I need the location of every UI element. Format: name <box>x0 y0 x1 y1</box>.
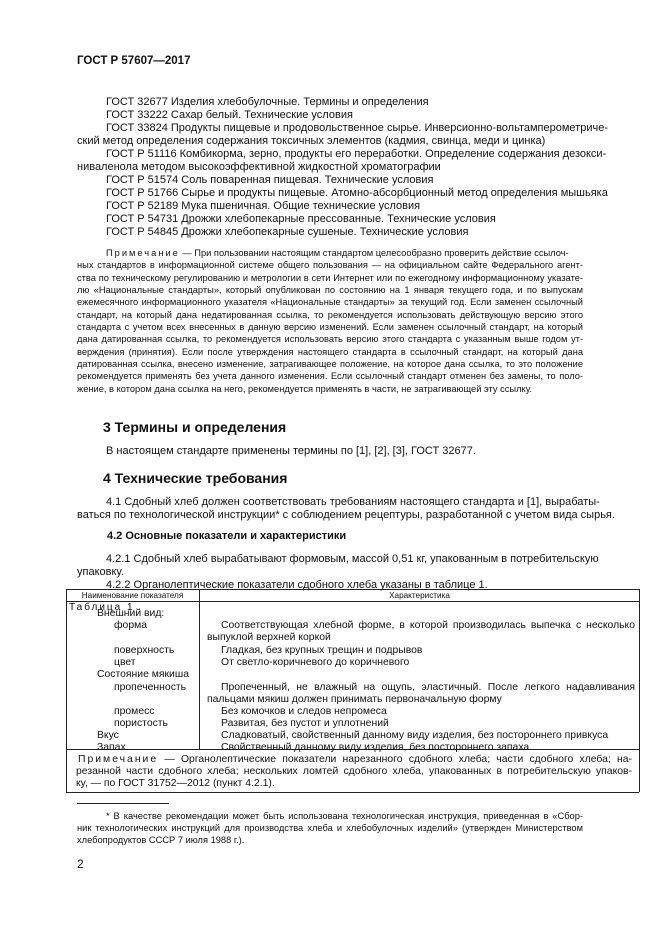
paragraph-4-2-1-line: упаковку. <box>77 566 124 578</box>
paragraph-4-2-1-line: 4.2.1 Сдобный хлеб вырабатывают формовым, массой 0,51 кг, упакованным в потребительскую <box>106 553 599 565</box>
table-row-value: Гладкая, без крупных трещин и подрывов <box>221 645 423 656</box>
footnote-line: * В качестве рекомендации может быть использована технологическая инструкция, приведенная в «Сбор- <box>106 811 583 821</box>
ref-line: ГОСТ Р 52189 Мука пшеничная. Общие технические условия <box>106 200 421 212</box>
table-row-value: Свойственный данному виду изделия, без постороннего запаха <box>221 742 530 753</box>
note-line: стандарта с учетом всех внесенных в данную версию изменений. Если заменен ссылочный стандарт, на который <box>77 322 583 332</box>
note-line: жение, в котором дана ссылка на него, рекомендуется применять в части, не затрагивающей эту ссылку. <box>77 384 533 394</box>
table-header-characteristic: Характеристика <box>389 591 450 600</box>
note-first-line <box>77 247 583 259</box>
paragraph-4-1-line: ваться по технологической инструкции* с соблюдением рецептуры, разработанной с учетом вида сырья. <box>77 509 615 521</box>
table-row-value: Соответствующая хлебной форме, в которой производилась выпечка с несколько <box>221 620 635 631</box>
note-line: лю «Национальные стандарты», который опубликован по состоянию на 1 января текущего года, и по выпускам <box>77 285 583 295</box>
table-note-line: резанной части сдобного хлеба; нескольких ломтей сдобного хлеба, упакованных в потребительскую упаков- <box>76 766 632 777</box>
document-header: ГОСТ Р 57607—2017 <box>77 55 191 67</box>
table-row-value: Без комочков и следов непромеса <box>221 706 387 717</box>
footnote-line: хлебопродуктов СССР 7 июля 1988 г.). <box>77 835 245 845</box>
table-row-value: Сладковатый, свойственный данному виду изделия, без постороннего привкуса <box>221 730 609 741</box>
paragraph-4-2-2: 4.2.2 Органолептические показатели сдобного хлеба указаны в таблице 1. <box>106 579 488 591</box>
table-row-name: поверхность <box>114 645 175 656</box>
table-row-name: Запах <box>97 742 126 753</box>
table-row-name: пористость <box>114 718 168 729</box>
note-line: стандарт, на который дана недатированная ссылка, то рекомендуется использовать действующую версию этого <box>77 310 583 320</box>
ref-line: ГОСТ 33222 Сахар белый. Технические условия <box>106 109 353 121</box>
table-note-line: ку, — по ГОСТ 31752—2012 (пункт 4.2.1). <box>76 778 275 789</box>
table-note-first-line <box>76 754 632 766</box>
note-line: ежемесячного информационного указателя «Национальные стандарты» за текущий год. Если заменен ссылочный <box>77 297 583 307</box>
table-note-text: — Органолептические показатели нарезанного сдобного хлеба; части сдобного хлеба; на- <box>164 754 632 765</box>
ref-line: ГОСТ Р 51574 Соль поваренная пищевая. Технические условия <box>106 174 434 186</box>
table-row-value: Развитая, без пустот и уплотнений <box>221 718 389 729</box>
section-4-title: 4 Технические требования <box>103 470 288 486</box>
table-row-value: Пропеченный, не влажный на ощупь, эластичный. После легкого надавливания <box>221 682 635 693</box>
ref-line: ГОСТ Р 51116 Комбикорма, зерно, продукты его переработки. Определение содержания дезокси- <box>106 148 607 160</box>
note-label: Примечание <box>106 248 180 258</box>
table-row-value: От светло-коричневого до коричневого <box>221 657 410 668</box>
note-line: рекомендуется применять без учета данного изменения. Если ссылочный стандарт отменен без замены, то поло- <box>77 371 583 381</box>
ref-line: ниваленола методом высокоэффективной жидкостной хроматографии <box>77 161 441 173</box>
ref-line: ГОСТ 33824 Продукты пищевые и продовольственное сырье. Инверсионно-вольтамперометриче- <box>106 122 608 134</box>
table-row-name: Состояние мякиша <box>97 669 189 680</box>
page-number: 2 <box>77 857 84 871</box>
table-row-name: форма <box>114 620 148 631</box>
section-3-title: 3 Термины и определения <box>103 419 287 435</box>
table-row-value-cont: пальцами мякиш должен принимать первоначальную форму <box>207 694 502 705</box>
table-row-name: пропеченность <box>114 682 187 693</box>
section-3-text: В настоящем стандарте применены термины по [1], [2], [3], ГОСТ 32677. <box>106 445 476 457</box>
table-right-border <box>639 589 640 792</box>
table-row-name: промесс <box>114 706 155 717</box>
ref-line: ГОСТ Р 54731 Дрожжи хлебопекарные прессованные. Технические условия <box>106 213 496 225</box>
footnote-line: ник технологических инструкций для производства хлеба и хлебобулочных изделий» (утвержден Министерством <box>77 823 583 833</box>
ref-line: ский метод определения содержания токсичных элементов (кадмия, свинца, меди и цинка) <box>77 135 546 147</box>
table-column-divider <box>199 589 200 749</box>
ref-line: ГОСТ Р 54845 Дрожжи хлебопекарные сушеные. Технические условия <box>106 226 469 238</box>
table-bottom-border <box>66 792 639 793</box>
note-line: дана датированная ссылка, то рекомендуется использовать версию этого стандарта с указанным выше годом ут- <box>77 334 583 344</box>
table-row-name: Вкус <box>97 730 119 741</box>
table-row-value-cont: выпуклой верхней коркой <box>207 632 331 643</box>
table-header-indicator: Наименование показателя <box>81 591 184 600</box>
table-left-border <box>66 589 67 792</box>
table-note-label: Примечание <box>78 754 159 765</box>
table-caption: Таблица 1 <box>69 602 135 613</box>
subsection-4-2-title: 4.2 Основные показатели и характеристики <box>107 530 347 542</box>
paragraph-4-1-line: 4.1 Сдобный хлеб должен соответствовать требованиям настоящего стандарта и [1], вырабаты- <box>106 496 600 508</box>
note-line: датированная ссылка, внесено изменение, затрагивающее положение, на которое дана ссылка, то это положение <box>77 359 583 369</box>
note-line: ных стандартов в информационной системе общего пользования — на официальном сайте Федерального агент- <box>77 260 583 270</box>
table-row-name: цвет <box>114 657 136 668</box>
table-row-name: Внешний вид: <box>97 608 165 619</box>
note-line: ства по техническому регулированию и метрологии в сети Интернет или по ежегодному информационному указате- <box>77 273 583 283</box>
note-line: верждения (принятия). Если после утверждения настоящего стандарта в ссылочный стандарт, на который дана <box>77 347 583 357</box>
table-header-border <box>66 601 639 602</box>
footnote-separator <box>77 803 169 804</box>
ref-line: ГОСТ 32677 Изделия хлебобулочные. Термины и определения <box>106 96 429 108</box>
ref-line: ГОСТ Р 51766 Сырье и продукты пищевые. Атомно-абсорбционный метод определения мышьяка <box>106 187 608 199</box>
note-text: — При пользовании настоящим стандартом целесообразно проверить действие ссылоч- <box>182 248 569 258</box>
